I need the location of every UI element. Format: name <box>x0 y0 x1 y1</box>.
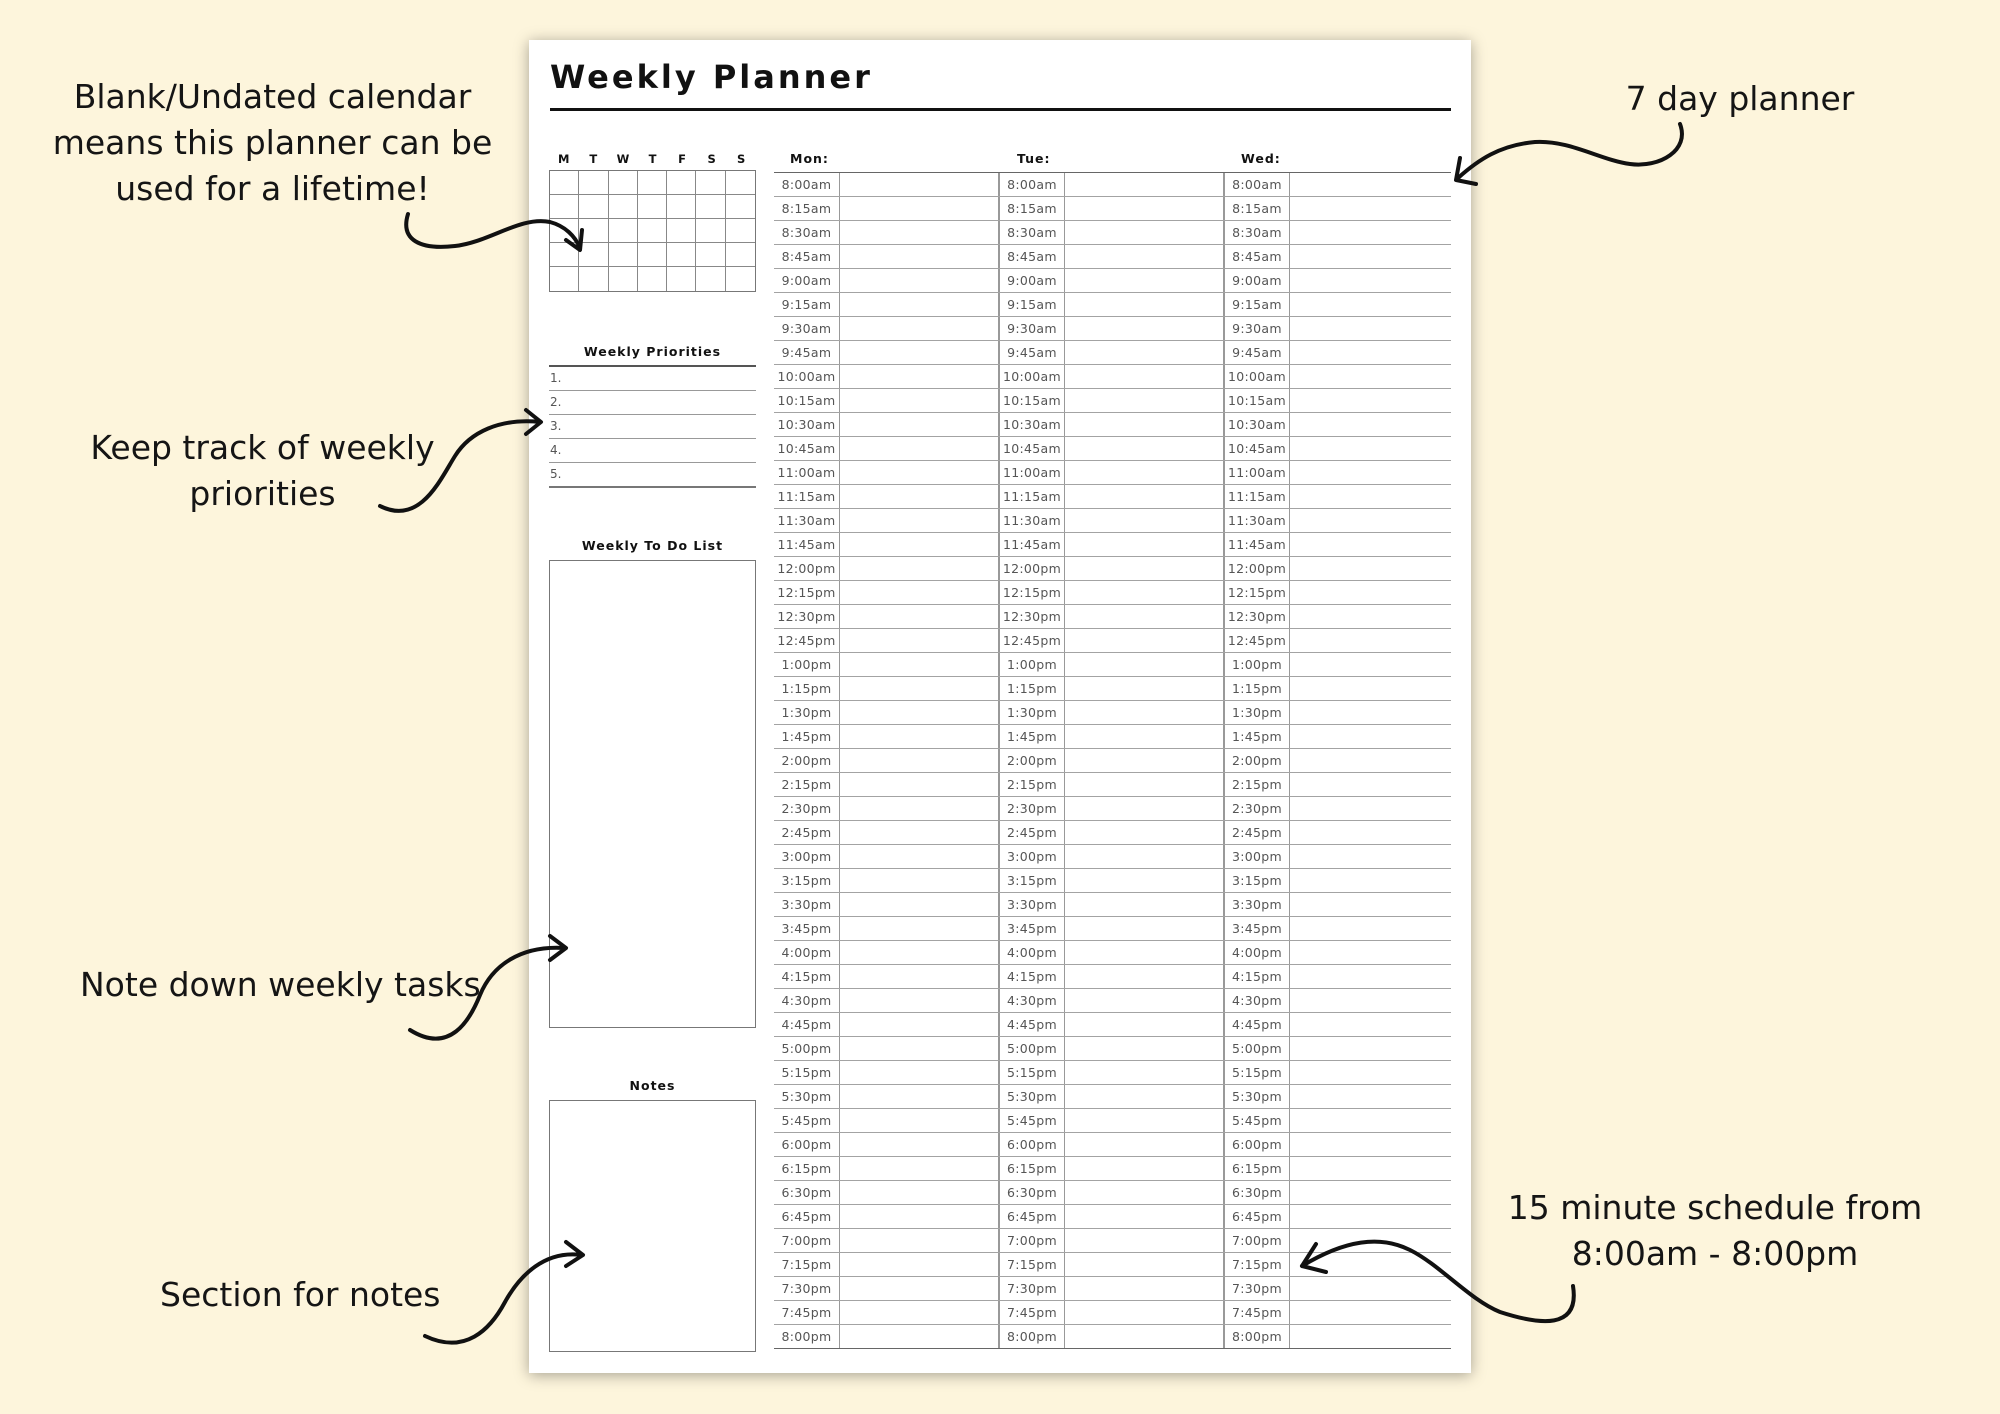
time-label: 1:30pm <box>774 701 840 724</box>
time-label: 6:30pm <box>1224 1181 1290 1204</box>
time-label: 5:45pm <box>774 1109 840 1132</box>
time-label: 10:45am <box>999 437 1065 460</box>
time-label: 2:45pm <box>1224 821 1290 844</box>
time-label: 10:00am <box>999 365 1065 388</box>
time-label: 10:45am <box>1224 437 1290 460</box>
time-label: 5:00pm <box>999 1037 1065 1060</box>
time-label: 5:45pm <box>1224 1109 1290 1132</box>
time-label: 7:00pm <box>774 1229 840 1252</box>
time-label: 6:30pm <box>999 1181 1065 1204</box>
time-label: 4:45pm <box>1224 1013 1290 1036</box>
time-label: 3:00pm <box>999 845 1065 868</box>
time-label: 12:15pm <box>1224 581 1290 604</box>
time-label: 8:00pm <box>999 1325 1065 1348</box>
time-label: 9:15am <box>1224 293 1290 316</box>
time-label: 9:00am <box>999 269 1065 292</box>
time-label: 9:45am <box>999 341 1065 364</box>
time-label: 3:30pm <box>1224 893 1290 916</box>
time-label: 8:30am <box>999 221 1065 244</box>
mini-calendar-day-letter: F <box>678 152 686 166</box>
time-label: 7:30pm <box>774 1277 840 1300</box>
time-label: 11:00am <box>774 461 840 484</box>
time-label: 12:30pm <box>999 605 1065 628</box>
tasks-annotation: Note down weekly tasks <box>80 965 481 1004</box>
mini-calendar-day-letter: M <box>558 152 570 166</box>
time-label: 9:15am <box>999 293 1065 316</box>
time-label: 10:15am <box>1224 389 1290 412</box>
time-label: 5:15pm <box>774 1061 840 1084</box>
time-label: 6:15pm <box>774 1157 840 1180</box>
time-label: 9:45am <box>1224 341 1290 364</box>
time-label: 12:15pm <box>774 581 840 604</box>
time-label: 10:30am <box>999 413 1065 436</box>
time-label: 12:45pm <box>999 629 1065 652</box>
calendar-annotation-line: used for a lifetime! <box>115 169 430 208</box>
time-label: 7:45pm <box>1224 1301 1290 1324</box>
priorities-annotation-line: priorities <box>189 474 336 513</box>
time-label: 7:30pm <box>1224 1277 1290 1300</box>
priority-row[interactable]: 1. <box>549 367 756 391</box>
time-label: 10:00am <box>1224 365 1290 388</box>
time-label: 6:15pm <box>1224 1157 1290 1180</box>
time-label: 1:45pm <box>999 725 1065 748</box>
time-label: 9:30am <box>1224 317 1290 340</box>
time-label: 4:45pm <box>999 1013 1065 1036</box>
time-label: 1:15pm <box>999 677 1065 700</box>
time-label: 2:00pm <box>999 749 1065 772</box>
time-label: 12:30pm <box>1224 605 1290 628</box>
priorities-annotation-line: Keep track of weekly <box>90 428 435 467</box>
time-label: 7:15pm <box>999 1253 1065 1276</box>
time-label: 8:00pm <box>1224 1325 1290 1348</box>
time-label: 9:00am <box>1224 269 1290 292</box>
time-label: 8:00am <box>774 173 840 196</box>
mini-calendar-day-letter: S <box>737 152 746 166</box>
time-label: 8:45am <box>774 245 840 268</box>
time-label: 2:45pm <box>999 821 1065 844</box>
time-label: 5:00pm <box>1224 1037 1290 1060</box>
time-label: 2:15pm <box>774 773 840 796</box>
time-label: 7:15pm <box>1224 1253 1290 1276</box>
time-label: 3:15pm <box>1224 869 1290 892</box>
priority-row[interactable]: 5. <box>549 463 756 488</box>
time-label: 11:15am <box>999 485 1065 508</box>
notes-arrow <box>425 1242 583 1343</box>
time-label: 3:45pm <box>999 917 1065 940</box>
time-label: 2:30pm <box>774 797 840 820</box>
priority-row[interactable]: 2. <box>549 391 756 415</box>
time-label: 11:00am <box>1224 461 1290 484</box>
time-label: 10:15am <box>774 389 840 412</box>
time-label: 4:15pm <box>774 965 840 988</box>
time-label: 2:30pm <box>999 797 1065 820</box>
mini-calendar-day-letter: W <box>616 152 630 166</box>
time-label: 10:30am <box>1224 413 1290 436</box>
time-label: 4:15pm <box>1224 965 1290 988</box>
time-label: 8:30am <box>1224 221 1290 244</box>
time-label: 9:00am <box>774 269 840 292</box>
schedule-annotation-line: 15 minute schedule from <box>1507 1188 1923 1227</box>
time-label: 11:15am <box>1224 485 1290 508</box>
time-label: 11:45am <box>999 533 1065 556</box>
time-label: 12:00pm <box>774 557 840 580</box>
time-label: 6:45pm <box>774 1205 840 1228</box>
time-label: 7:15pm <box>774 1253 840 1276</box>
time-label: 8:15am <box>999 197 1065 220</box>
time-label: 11:45am <box>774 533 840 556</box>
time-label: 2:45pm <box>774 821 840 844</box>
time-label: 1:00pm <box>999 653 1065 676</box>
time-label: 9:30am <box>774 317 840 340</box>
time-label: 12:15pm <box>999 581 1065 604</box>
time-label: 7:00pm <box>1224 1229 1290 1252</box>
time-label: 3:00pm <box>1224 845 1290 868</box>
time-label: 7:45pm <box>774 1301 840 1324</box>
notes-heading: Notes <box>629 1078 676 1093</box>
day-heading-wed: Wed: <box>1241 151 1281 166</box>
time-label: 10:45am <box>774 437 840 460</box>
time-label: 10:15am <box>999 389 1065 412</box>
time-label: 10:00am <box>774 365 840 388</box>
time-label: 2:30pm <box>1224 797 1290 820</box>
time-label: 2:15pm <box>999 773 1065 796</box>
time-label: 4:30pm <box>774 989 840 1012</box>
time-label: 5:15pm <box>999 1061 1065 1084</box>
time-label: 5:30pm <box>999 1085 1065 1108</box>
day-heading-tue: Tue: <box>1017 151 1051 166</box>
schedule-arrow <box>1302 1242 1574 1322</box>
time-label: 8:00am <box>999 173 1065 196</box>
time-label: 3:30pm <box>999 893 1065 916</box>
time-label: 5:45pm <box>999 1109 1065 1132</box>
time-label: 3:15pm <box>774 869 840 892</box>
time-label: 11:30am <box>1224 509 1290 532</box>
calendar-arrow <box>406 214 582 250</box>
time-label: 4:30pm <box>1224 989 1290 1012</box>
time-label: 11:30am <box>774 509 840 532</box>
time-label: 5:00pm <box>774 1037 840 1060</box>
time-label: 3:45pm <box>1224 917 1290 940</box>
time-label: 1:00pm <box>774 653 840 676</box>
calendar-annotation-line: Blank/Undated calendar <box>73 77 472 116</box>
time-label: 6:00pm <box>1224 1133 1290 1156</box>
time-label: 1:15pm <box>774 677 840 700</box>
mini-calendar-day-letter: S <box>707 152 716 166</box>
time-label: 8:45am <box>1224 245 1290 268</box>
time-label: 8:30am <box>774 221 840 244</box>
time-label: 6:15pm <box>999 1157 1065 1180</box>
seven-day-annotation: 7 day planner <box>1625 79 1855 118</box>
priority-row[interactable]: 4. <box>549 439 756 463</box>
time-label: 3:30pm <box>774 893 840 916</box>
time-label: 1:00pm <box>1224 653 1290 676</box>
time-label: 1:45pm <box>774 725 840 748</box>
time-label: 5:15pm <box>1224 1061 1290 1084</box>
time-label: 4:30pm <box>999 989 1065 1012</box>
time-label: 6:00pm <box>999 1133 1065 1156</box>
time-label: 11:15am <box>774 485 840 508</box>
time-label: 6:30pm <box>774 1181 840 1204</box>
time-label: 4:00pm <box>999 941 1065 964</box>
time-label: 8:00am <box>1224 173 1290 196</box>
time-label: 12:45pm <box>774 629 840 652</box>
notes-annotation: Section for notes <box>160 1275 441 1314</box>
time-label: 12:30pm <box>774 605 840 628</box>
time-label: 3:00pm <box>774 845 840 868</box>
time-label: 3:15pm <box>999 869 1065 892</box>
time-label: 4:00pm <box>1224 941 1290 964</box>
priority-row[interactable]: 3. <box>549 415 756 439</box>
priorities-heading: Weekly Priorities <box>583 344 722 359</box>
priorities-arrow <box>380 410 541 511</box>
time-label: 6:45pm <box>999 1205 1065 1228</box>
time-label: 4:45pm <box>774 1013 840 1036</box>
calendar-annotation-line: means this planner can be <box>52 123 493 162</box>
time-label: 7:30pm <box>999 1277 1065 1300</box>
time-label: 5:30pm <box>774 1085 840 1108</box>
schedule-annotation-line: 8:00am - 8:00pm <box>1571 1234 1859 1273</box>
time-label: 8:15am <box>774 197 840 220</box>
todo-heading: Weekly To Do List <box>581 538 724 553</box>
time-label: 1:15pm <box>1224 677 1290 700</box>
time-label: 6:00pm <box>774 1133 840 1156</box>
time-label: 12:00pm <box>999 557 1065 580</box>
time-label: 7:45pm <box>999 1301 1065 1324</box>
time-label: 2:00pm <box>774 749 840 772</box>
time-label: 9:15am <box>774 293 840 316</box>
time-label: 10:30am <box>774 413 840 436</box>
time-label: 7:00pm <box>999 1229 1065 1252</box>
time-label: 1:45pm <box>1224 725 1290 748</box>
time-label: 8:00pm <box>774 1325 840 1348</box>
time-label: 2:00pm <box>1224 749 1290 772</box>
planner-title: Weekly Planner <box>550 58 873 96</box>
time-label: 9:45am <box>774 341 840 364</box>
time-label: 4:15pm <box>999 965 1065 988</box>
time-label: 1:30pm <box>999 701 1065 724</box>
seven-day-arrow <box>1456 124 1682 184</box>
time-label: 3:45pm <box>774 917 840 940</box>
mini-calendar-day-letter: T <box>589 152 598 166</box>
time-label: 2:15pm <box>1224 773 1290 796</box>
mini-calendar-day-letter: T <box>648 152 657 166</box>
tasks-arrow <box>410 936 566 1039</box>
time-label: 11:45am <box>1224 533 1290 556</box>
time-label: 1:30pm <box>1224 701 1290 724</box>
time-label: 4:00pm <box>774 941 840 964</box>
time-label: 6:45pm <box>1224 1205 1290 1228</box>
time-label: 8:45am <box>999 245 1065 268</box>
time-label: 11:00am <box>999 461 1065 484</box>
time-label: 5:30pm <box>1224 1085 1290 1108</box>
time-label: 12:00pm <box>1224 557 1290 580</box>
time-label: 9:30am <box>999 317 1065 340</box>
time-label: 12:45pm <box>1224 629 1290 652</box>
day-heading-mon: Mon: <box>790 151 829 166</box>
time-label: 8:15am <box>1224 197 1290 220</box>
time-label: 11:30am <box>999 509 1065 532</box>
